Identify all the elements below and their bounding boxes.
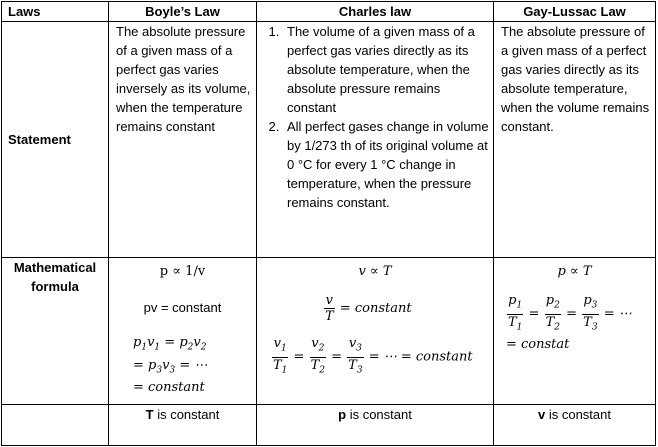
gas-laws-table xyxy=(1,1,656,446)
charles-statement-item-2: 2. All perfect gases change in volume by 1/273 th of its original volume at 0 °C for every 1 °C change in temperature, when the pressure remains constant. xyxy=(283,117,491,212)
boyle-condition: T is constant xyxy=(109,405,257,446)
statement-label: Statement xyxy=(2,22,109,258)
charles-equation-2: $\frac{v_1}{T_1}$ = $\frac{v_2}{T_2}$ = $\frac{v_3}{T_3}$ = ⋯ = constant xyxy=(273,336,473,376)
charles-formula xyxy=(257,258,494,405)
boyle-pv-constant: pv = constant xyxy=(143,300,222,315)
formula-row xyxy=(2,258,656,405)
charles-condition: p is constant xyxy=(257,405,494,446)
formula-label-line1: Mathematical xyxy=(13,260,97,275)
charles-statement-list xyxy=(259,22,491,212)
charles-statement-item-1: 1. The volume of a given mass of a perfect gas varies directly as its absolute temperature, when the absolute pressure remains constant xyxy=(283,22,491,117)
charles-proportionality: v ∝ T xyxy=(358,264,392,279)
gay-lussac-proportionality: p ∝ T xyxy=(557,264,592,279)
condition-row xyxy=(2,405,656,446)
charles-equation-1: $\frac{v}{T}$ = constant xyxy=(325,293,412,324)
header-row xyxy=(2,2,656,22)
header-gay-lussac-law: Gay-Lussac Law xyxy=(494,2,656,22)
gay-lussac-equation: $\frac{p_1}{T_1}$ = $\frac{p_2}{T_2}$ = $\frac{p_3}{T_3}$ = ⋯ xyxy=(508,293,632,333)
gay-lussac-formula xyxy=(494,258,656,405)
header-boyles-law: Boyle’s Law xyxy=(109,2,257,22)
boyle-formula xyxy=(109,258,257,405)
header-charles-law: Charles law xyxy=(257,2,494,22)
formula-label-line2: formula xyxy=(31,279,79,294)
statement-row xyxy=(2,22,656,258)
boyle-equation: $p_1v_1 = p_2v_2$ = $p_3v_3$ = ⋯ = constant xyxy=(133,335,208,396)
charles-statement xyxy=(257,22,494,258)
header-laws: Laws xyxy=(2,2,109,22)
gay-lussac-condition: v is constant xyxy=(494,405,656,446)
gay-lussac-equation-cont: = constat xyxy=(506,337,570,353)
formula-label xyxy=(2,258,109,405)
gay-lussac-statement: The absolute pressure of a given mass of a perfect gas varies directly as its absolute temperature, when the volume remains constant. xyxy=(494,22,656,258)
condition-label-empty xyxy=(2,405,109,446)
boyle-statement: The absolute pressure of a given mass of a perfect gas varies inversely as its volume, when the temperature remains constant xyxy=(109,22,257,258)
boyle-proportionality: p ∝ 1/v xyxy=(159,264,206,279)
